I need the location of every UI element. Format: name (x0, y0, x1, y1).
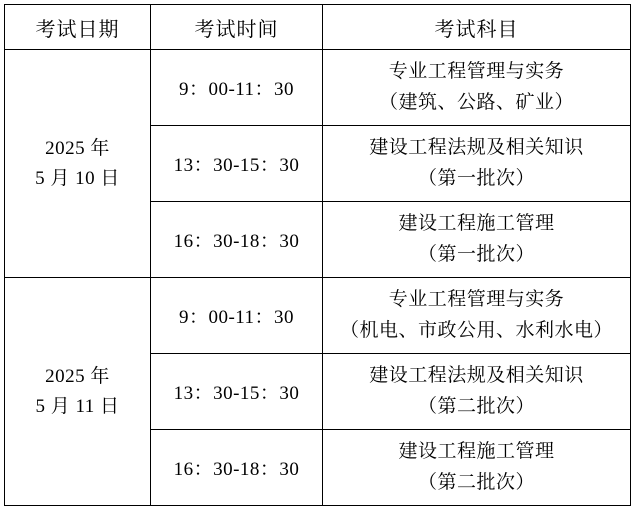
exam-subject-line-1: 建设工程施工管理 (398, 441, 555, 463)
header-exam-subject: 考试科目 (323, 5, 631, 50)
exam-subject-cell (323, 430, 631, 506)
exam-subject-cell (323, 354, 631, 430)
exam-subject-line-2: （机电、市政公用、水利水电） (339, 319, 613, 341)
exam-subject-line-1: 建设工程法规及相关知识 (369, 365, 584, 387)
exam-subject-line-2: （建筑、公路、矿业） (378, 91, 574, 113)
header-row (5, 5, 631, 50)
exam-time-cell: 13：30-15：30 (151, 354, 323, 430)
exam-time-cell: 13：30-15：30 (151, 126, 323, 202)
exam-time-cell: 16：30-18：30 (151, 202, 323, 278)
exam-subject-cell (323, 126, 631, 202)
table-row (5, 50, 631, 126)
header-exam-time: 考试时间 (151, 5, 323, 50)
exam-time-cell: 16：30-18：30 (151, 430, 323, 506)
exam-subject-line-1: 专业工程管理与实务 (388, 61, 565, 83)
exam-date-line-2: 5 月 11 日 (35, 395, 120, 417)
exam-subject-line-2: （第二批次） (417, 395, 535, 417)
exam-subject-cell (323, 202, 631, 278)
header-exam-date: 考试日期 (5, 5, 151, 50)
exam-date-line-1: 2025 年 (45, 138, 110, 160)
table-body (5, 50, 631, 506)
exam-time-cell: 9：00-11：30 (151, 278, 323, 354)
exam-schedule-table (4, 4, 631, 506)
exam-date-cell (5, 50, 151, 278)
exam-subject-line-1: 建设工程施工管理 (398, 213, 555, 235)
exam-subject-cell (323, 50, 631, 126)
exam-subject-line-2: （第一批次） (417, 167, 535, 189)
exam-subject-line-2: （第二批次） (417, 471, 535, 493)
exam-subject-line-1: 专业工程管理与实务 (388, 289, 565, 311)
table-row (5, 278, 631, 354)
exam-date-cell (5, 278, 151, 506)
exam-subject-line-1: 建设工程法规及相关知识 (369, 137, 584, 159)
exam-subject-cell (323, 278, 631, 354)
exam-time-cell: 9：00-11：30 (151, 50, 323, 126)
table-header (5, 5, 631, 50)
exam-date-line-2: 5 月 10 日 (35, 167, 120, 189)
exam-date-line-1: 2025 年 (45, 366, 110, 388)
exam-subject-line-2: （第一批次） (417, 243, 535, 265)
